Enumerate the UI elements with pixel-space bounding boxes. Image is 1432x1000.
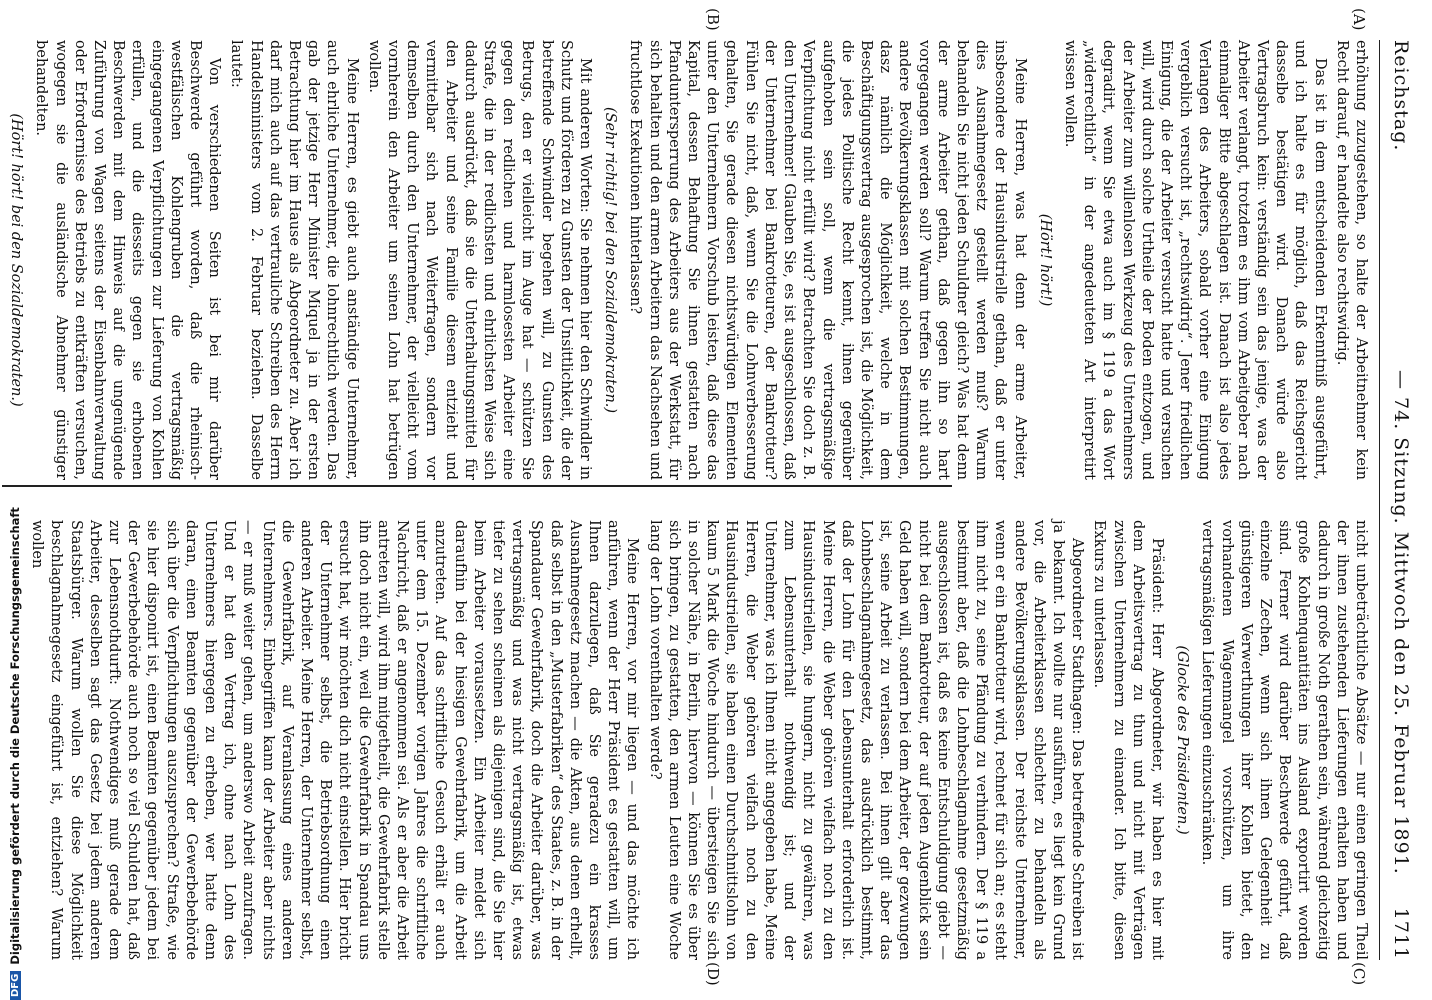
header-left: Reichstag. (1390, 40, 1412, 152)
paragraph: Mit anderen Worten: Sie nehmen hier den Schwindler in Schutz und förderen zu Gunsten der Unsittlichkeit, die der betreffende Schwindler begehen will, zu Gunsten des Betrugs, den er vielleicht im Auge hat — schützen Sie gegen den redlichen und harmlosesten Arbeiter eine Strafe, die in der redlichsten und ehrlichsten Weise sich dadurch ausdrückt, daß sie die Unterhaltungsmittel für den Arbeiter und seine Familie diesem entzieht und vermittelbar sich nach Weiterfragen, sondern vor demselben durch den Unternehmer, der vielleicht vom vornherein den Arbeiter um seinen Lohn hat betrügen wollen. (365, 40, 594, 480)
left-text-column (8, 40, 1370, 480)
right-text-column (25, 520, 1370, 960)
page-number: 1711 (1390, 907, 1412, 960)
running-header (1382, 40, 1412, 960)
margin-mark-d: (D) (704, 962, 722, 986)
margin-mark-a: (A) (1350, 8, 1368, 31)
header-rule (1379, 40, 1380, 960)
paragraph: Meine Herren, was hat denn der arme Arbeiter, insbesondere der Hausindustrielle gethan, daß er unter dies Ausnahmegesetz gestellt werden muß? Warum behandeln Sie nicht jeden Schuldner gleich? Was hat denn der arme Arbeiter gethan, daß gegen ihn so hart vorgegangen werden soll? Warum treffen Sie nicht auch andere Bevölkerungsklassen mit solchen Bestimmungen, dasz nämlich die Möglichkeit, welche in dem Beschäftigungsvertrag ausgesprochen ist, die Möglichkeit, die jedes Politische Recht kennt, ihnen gegenüber aufgehoben sein soll, wenn die vertragsmäßige Verpflichtung nicht erfüllt wird? Betrachten Sie doch z. B. den Unternehmer! Glauben Sie, es ist ausgeschlossen, daß der Unternehmer bei Bankrotteuren, der Bankrotteur? Fühlen Sie nicht, daß, wenn Sie die Lohnverbesserung gehalten, Sie gerade diesen nichtswürdigen Elementen unter den Unternehmern Vorschub leisten, daß diese das Kapital, dessen Behaftung Sie ihnen gestatten nach Pfanduntersperrung des Arbeiters aus der Werkstatt, für sich behalten und den armen Arbeitern das Nachsehen und fruchtlose Exekutionen hinterlassen? (627, 40, 1028, 480)
interjection: (Hört! hört!) (1036, 213, 1053, 307)
paragraph: Von verschiedenen Seiten ist bei mir darüber Beschwerde geführt worden, daß die rheinisch-westfälischen Kohlengruben die vertragsmäßig eingegangenen Verpflichtungen zur Lieferung von Kohlen erfüllen, und die diesseits gegen sie erhobenen Beschwerden mit dem Hinweis auf die ungenügende Zuführung von Wagen seitens der Eisenbahnverwaltung oder Erfordernisse des Betriebs zu entkräften versuchen, wogegen sie die ausländische Abnehmer günstiger behandelten. (33, 40, 223, 480)
digitization-credit (8, 507, 22, 1000)
interjection: (Hört! hört! bei den Sozialdemokraten.) (8, 113, 25, 407)
paragraph: nicht unbeträchtliche Absätze — nur einen geringen Theil der ihnen zustehenden Lieferungen erhalten haben und dadurch in große Noth gerathen sein, während gleichzeitig große Kohlenquantitäten ins Ausland exportirt worden sind. Ferner wird darüber Beschwerde geführt, daß einzelne Zechen, wenn sich ihnen Gelegenheit zu günstigeren Verwerthungen ihrer Kohlen bietet, den vorhandenen Wagenmangel vorschützen, um ihre vertragsmäßigen Lieferungen einzuschränken. (1199, 520, 1369, 960)
column-divider (2, 485, 952, 487)
dfg-logo: DFG (10, 971, 21, 1000)
paragraph: Meine Herren, es giebt auch anständige Unternehmer, auch ehrliche Unternehmer, die lohnrechtlich werden. Das gab der jetzige Herr Minister Miquel ja in der ersten Betrachtung hier im Hause als Abgeordneter zu. Aber ich darf mich auch auf das vertrauliche Schreiben des Herrn Handelsministers vom 2. Februar beziehen. Dasselbe lautet: (228, 40, 360, 480)
interjection: (Glocke des Präsidenten.) (1174, 645, 1191, 835)
paragraph: Abgeordneter Stadthagen: Das betreffende Schreiben ist ja bekannt. Ich wollte nur ausführen, es liegt kein Grund vor, die Arbeiterklassen schlechter zu behandeln als andere Bevölkerungsklassen. Der reichste Unternehmer, wenn er ein Bankrotteur wird, rechnet für sich an; es steht ihm nicht zu, seine Pfändung zu verhindern. Der § 119 a bestimmt aber, daß die Lohnbeschlagnahme gesetzmäßig ausgeschlossen ist, daß es keine Entschuldigung giebt — nicht bei dem Bankrotteur, der auf jeden Augenblick sein Geld haben will, sondern bei dem Arbeiter, der gezwungen ist, seine Arbeit zu verlassen. Bei ihnen gilt aber das Lohnbeschlagnahmegesetz, das ausdrücklich bestimmt, daß der Lohn für den Lebensunterhalt erforderlich ist. Meine Herren, die Weber gehören vielfach noch zu den Hausindustriellen, sie hungern, nicht zu gewähren, was zum Lebensunterhalt nothwendig ist; und der Unternehmer, was ich Ihnen nicht angegeben habe, Meine Herren, die Weber gehören vielfach noch zu den Hausindustriellen, sie haben einen Durchschnittslohn von kaum 5 Mark die Woche hindurch — übersteigen Sie sich in solcher Nähe, in Berlin, hiervon — können Sie es über sich bringen, zu gestatten, den armen Leuten eine Woche lang der Lohn vorenthalten werde? (646, 520, 1086, 960)
paragraph: erhöhung zuzugestehen, so halte der Arbeitnehmer kein Recht darauf, er handelte also rechtswidrig. (1333, 40, 1369, 480)
header-center: — 74. Sitzung. Mittwoch den 25. Februar 1891. (1390, 370, 1412, 875)
paragraph: Meine Herren, vor mir liegen — und das möchte ich anführen, wenn der Herr Präsident es gestatten will, um Ihnen darzulegen, daß Sie geradezu ein krasses Ausnahmegesetz machen — die Akten, aus denen erhellt, daß selbst in den „Musterfabriken“ des Staates, z. B. in der Spandauer Gewehrfabrik, doch die Arbeiter darüber, was vertragsmäßig und was nicht vertragsmäßig ist, etwas tiefer zu sehen scheinen als diejenigen sind, die Sie hier beim Arbeiter voraussetzen. Ein Arbeiter meldet sich daraufhin bei der hiesigen Gewehrfabrik, um die Arbeit anzutreten. Auf das schriftliche Gesuch erhält er auch unter dem 15. Dezember vorigen Jahres die schriftliche Nachricht, daß er angenommen sei. Als er aber die Arbeit antreten will, wird ihm mitgetheilt, die Gewehrfabrik stelle ihn doch nicht ein, weil die Gewehrfabrik in Spandau uns ersucht hat, wir möchten dich nicht einstellen. Hier bricht der Unternehmer selbst, die Betriebsordnung einen anderen Arbeiter. Meine Herren, der Unternehmer selbst, die Gewehrfabrik, auf Veranlassung eines anderen Unternehmers. Einbegriffen kann der Arbeiter aber nichts — er muß weiter gehen, um anderswo Arbeit anzufragen. Und er hat den Vertrag ich, ohne nach Lohn des Unternehmers hiergegen zu erheben, wer hatte denn daran, einen Beamten gegenüber der Gewerbebehörde sich über die Verpflichtungen auszusprechen? Straße, wie sie hier disponirt ist, einen Beamten gegenüber jedem bei der Gewerbebehörde auch noch so viel Schulden hat, daß zur Lebensnothdurft: Nothwendiges muß gerade dem Arbeiter, desselben sagt das Gesetz bei jedem anderen Staatsbürger. Warum wollen Sie diese Möglichkeit beschlagnahmegesetz eingeführt ist, entziehen? Warum wollen (29, 520, 641, 960)
margin-mark-b: (B) (704, 8, 722, 31)
paragraph: Das ist in dem entscheidenden Erkenntniß ausgeführt, und ich halte es für möglich, daß das Reichsgericht dasselbe bestätigen wird. Danach würde also Vertragsbruch kein: verständig sein das jenige, was der Arbeiter verlangt, trotzdem es ihm vom Arbeitgeber nach einmaliger Bitte abgeschlagen ist. Danach ist also jedes Verlangen des Arbeiters, sobald vorher eine Einigung vergeblich versucht ist, „rechtswidrig“. Jener friedlichen Einigung, die der Arbeiter versucht hatte und versuchen will, wird durch solche Urtheile der Boden entzogen, und der Arbeiter zum willenlosen Werkzeug des Unternehmers degradirt, wenn Sie etwa auch im § 119 a das Wort „widerrechtlich“ in der angedeuteten Art interpretirt wissen wollen. (1061, 40, 1328, 480)
margin-mark-c: (C) (1350, 962, 1368, 986)
credit-text: Digitalisierung gefördert durch die Deutsche Forschungsgemeinschaft (8, 507, 22, 965)
paragraph: Präsident: Herr Abgeordneter, wir haben es hier mit dem Arbeitsvertrag zu thun und nicht mit Verträgen zwischen Unternehmern zu einander. Ich bitte, diesen Exkurs zu unterlassen. (1091, 520, 1165, 960)
interjection: (Sehr richtig! bei den Sozialdemokraten.) (602, 106, 619, 414)
